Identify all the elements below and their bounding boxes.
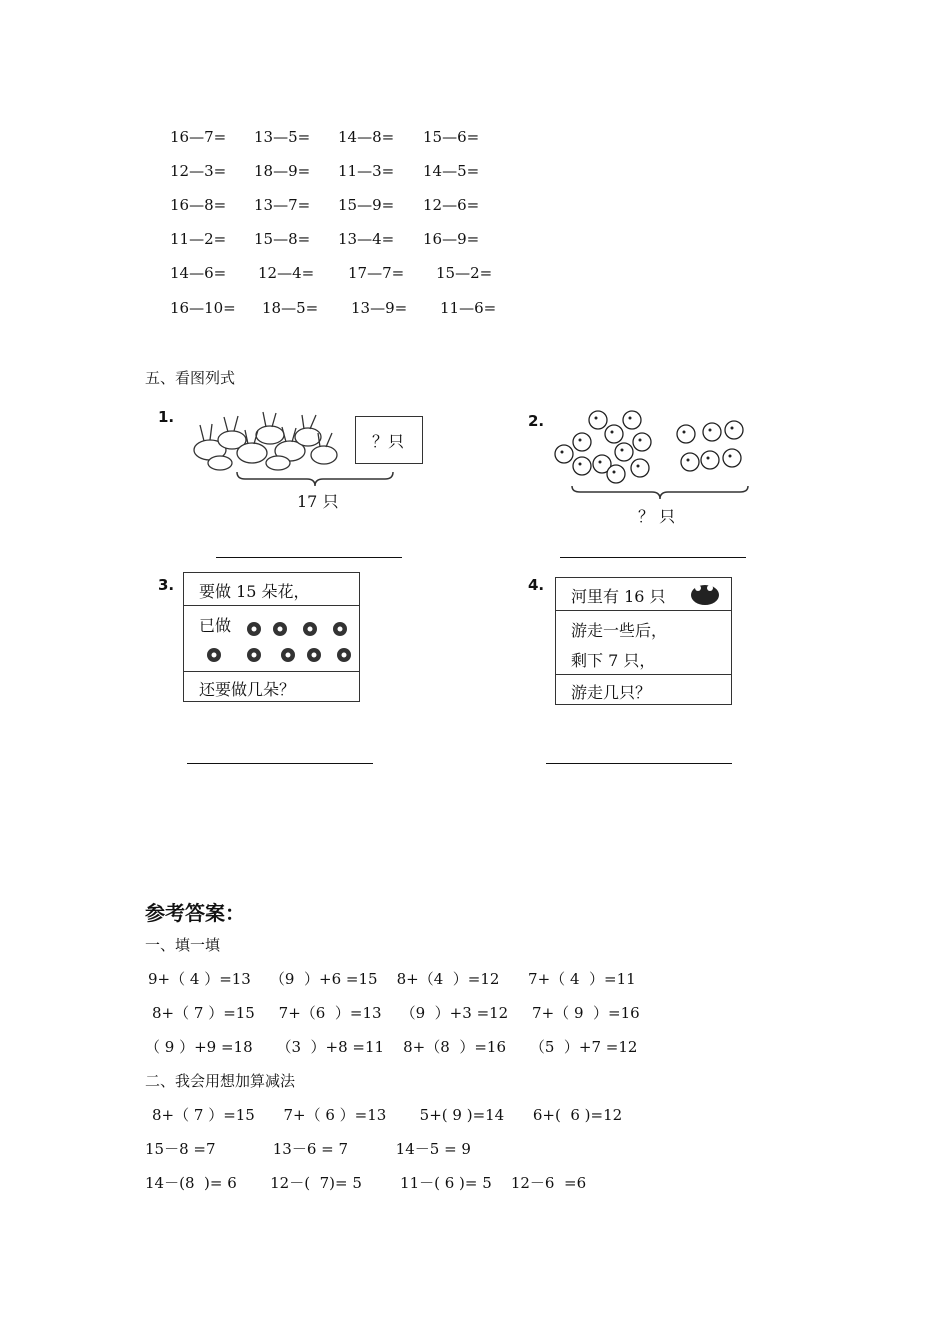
problem-line: 还要做几朵？ bbox=[199, 680, 296, 699]
equation: 13—5= bbox=[254, 128, 311, 146]
answers-part2-heading: 二、我会用想加算减法 bbox=[145, 1072, 296, 1090]
figure-number: 4. bbox=[528, 576, 545, 594]
problem-box bbox=[183, 572, 360, 702]
equation: 16—8= bbox=[170, 196, 227, 214]
section-heading: 五、看图列式 bbox=[145, 369, 236, 387]
answer-line-text: 15－8 =7 13－6 = 7 14－5 = 9 bbox=[145, 1140, 471, 1158]
figure-4 bbox=[520, 568, 750, 708]
answer-line-text: 14－(8 )= 6 12－( 7)= 5 11－( 6 )= 5 12－6 =6 bbox=[145, 1174, 587, 1192]
unknown-label: ？只 bbox=[372, 432, 405, 451]
figure-number: 2. bbox=[528, 412, 545, 430]
divider bbox=[556, 610, 731, 611]
unknown-box bbox=[355, 416, 423, 464]
problem-box bbox=[555, 577, 732, 705]
problem-line: 河里有 16 只 bbox=[571, 587, 666, 606]
figure-number: 1. bbox=[158, 408, 175, 426]
total-label: 17 只 bbox=[297, 492, 339, 511]
equation: 13—4= bbox=[338, 230, 395, 248]
answer-line bbox=[546, 763, 732, 764]
equation: 15—9= bbox=[338, 196, 395, 214]
answer-line bbox=[216, 557, 402, 558]
problem-line: 已做 bbox=[199, 616, 232, 635]
divider bbox=[556, 674, 731, 675]
equation: 11—3= bbox=[338, 162, 395, 180]
rabbits-illustration bbox=[190, 405, 340, 475]
equation: 15—8= bbox=[254, 230, 311, 248]
total-label: ？ 只 bbox=[638, 507, 676, 526]
problem-line: 游走几只？ bbox=[571, 683, 652, 702]
equation: 18—9= bbox=[254, 162, 311, 180]
divider bbox=[184, 605, 359, 606]
figure-3 bbox=[150, 568, 370, 708]
figure-number: 3. bbox=[158, 576, 175, 594]
problem-line: 游走一些后， bbox=[571, 621, 668, 640]
equation: 11—6= bbox=[440, 299, 497, 317]
brace-icon bbox=[570, 484, 750, 502]
equation: 11—2= bbox=[170, 230, 227, 248]
problem-line: 剩下 7 只， bbox=[571, 651, 656, 670]
equation: 16—9= bbox=[423, 230, 480, 248]
answers-title: 参考答案： bbox=[145, 901, 245, 925]
equation: 15—6= bbox=[423, 128, 480, 146]
divider bbox=[184, 671, 359, 672]
equation: 16—7= bbox=[170, 128, 227, 146]
answer-line bbox=[560, 557, 746, 558]
answer-line-text: 8+（ 7 ）=15 7+（ 6 ）=13 5+( 9 )=14 6+( 6 )=12 bbox=[152, 1106, 623, 1124]
equation: 12—4= bbox=[258, 264, 315, 282]
brace-icon bbox=[235, 470, 395, 490]
equation: 18—5= bbox=[262, 299, 319, 317]
figure-2 bbox=[520, 400, 760, 530]
equation: 13—7= bbox=[254, 196, 311, 214]
equation: 13—9= bbox=[351, 299, 408, 317]
equation: 14—8= bbox=[338, 128, 395, 146]
equation: 12—3= bbox=[170, 162, 227, 180]
problem-line: 要做 15 朵花， bbox=[199, 582, 310, 601]
chicks-illustration bbox=[552, 404, 752, 486]
equation: 15—2= bbox=[436, 264, 493, 282]
figure-1 bbox=[150, 400, 440, 520]
equation: 14—6= bbox=[170, 264, 227, 282]
answer-line-text: （ 9 ）+9 =18 （3 ）+8 =11 8+（8 ）=16 （5 ）+7 =12 bbox=[145, 1038, 638, 1056]
answer-line-text: 8+（ 7 ）=15 7+（6 ）=13 （9 ）+3 =12 7+（ 9 ）=16 bbox=[152, 1004, 640, 1022]
answers-part1-heading: 一、填一填 bbox=[145, 936, 221, 954]
flowers-illustration bbox=[192, 609, 357, 671]
equation: 12—6= bbox=[423, 196, 480, 214]
equation: 14—5= bbox=[423, 162, 480, 180]
answer-line-text: 9+（ 4 ）=13 （9 ）+6 =15 8+（4 ）=12 7+（ 4 ）=11 bbox=[148, 970, 636, 988]
answer-line bbox=[187, 763, 373, 764]
equation: 17—7= bbox=[348, 264, 405, 282]
frog-icon bbox=[688, 580, 722, 608]
equation: 16—10= bbox=[170, 299, 236, 317]
